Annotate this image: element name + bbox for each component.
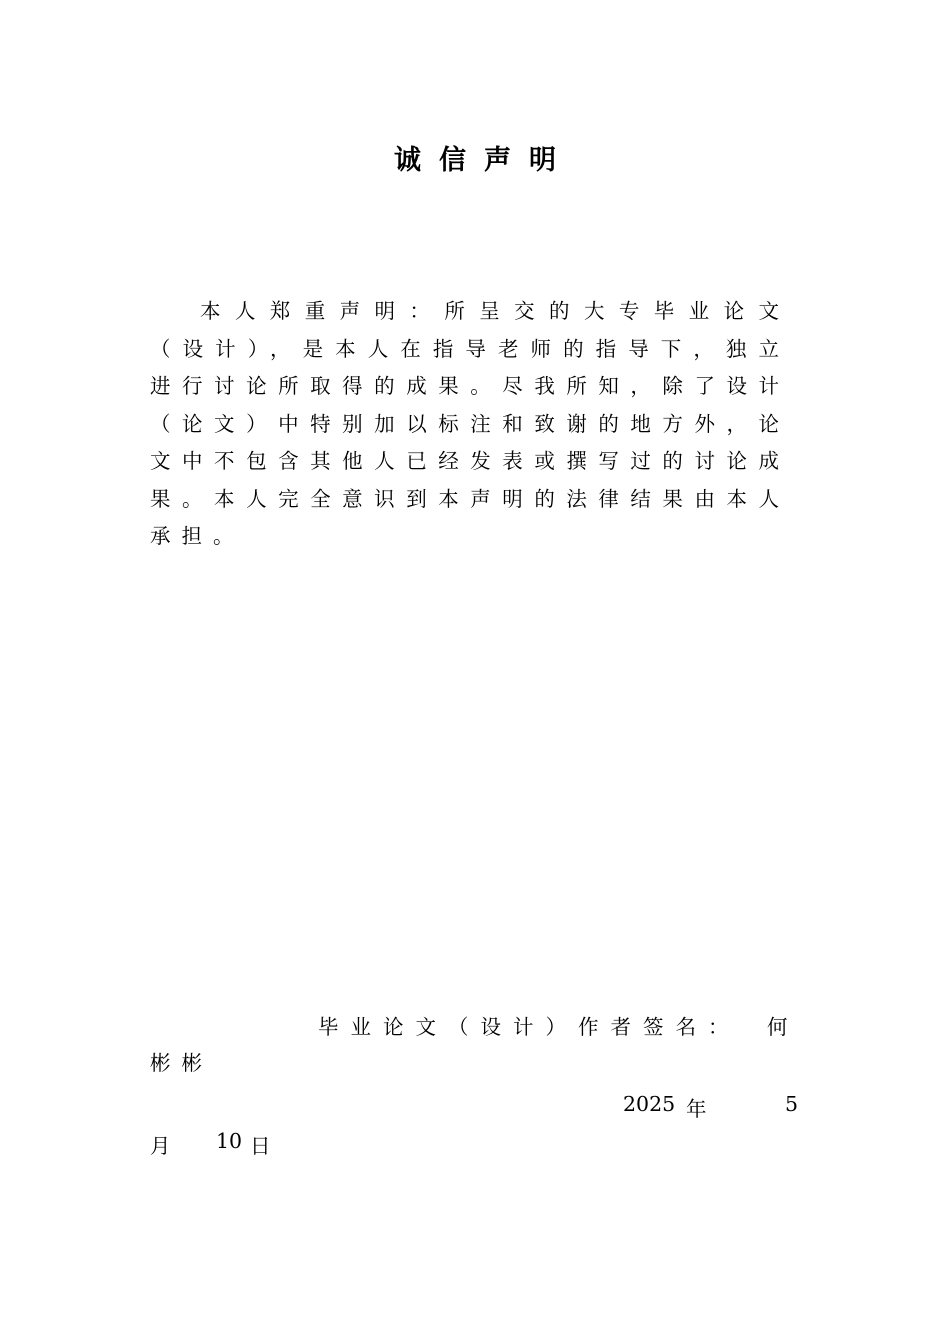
date-day-unit: 日 [250,1134,282,1158]
signature-name-first: 何 [767,1015,799,1039]
date-day: 10 [216,1129,243,1153]
page-title: 诚信声明 [394,145,574,176]
date-year-unit: 年 [686,1097,718,1121]
date-year: 2025 [623,1092,676,1116]
date-month: 5 [785,1092,799,1116]
date-month-unit: 月 [150,1134,182,1158]
signature-label: 毕业论文（设计）作者签名： [318,1015,741,1039]
statement-paragraph: 本人郑重声明：所呈交的大专毕业论文（设计），是本人在指导老师的指导下，独立进行讨论所取得的成果。尽我所知，除了设计（论文）中特别加以标注和致谢的地方外，论文中不包含其他人已经发表或撰写过的讨论成果。本人完全意识到本声明的法律结果由本人承担。 [150,299,790,548]
signature-name-rest: 彬彬 [150,1051,213,1075]
